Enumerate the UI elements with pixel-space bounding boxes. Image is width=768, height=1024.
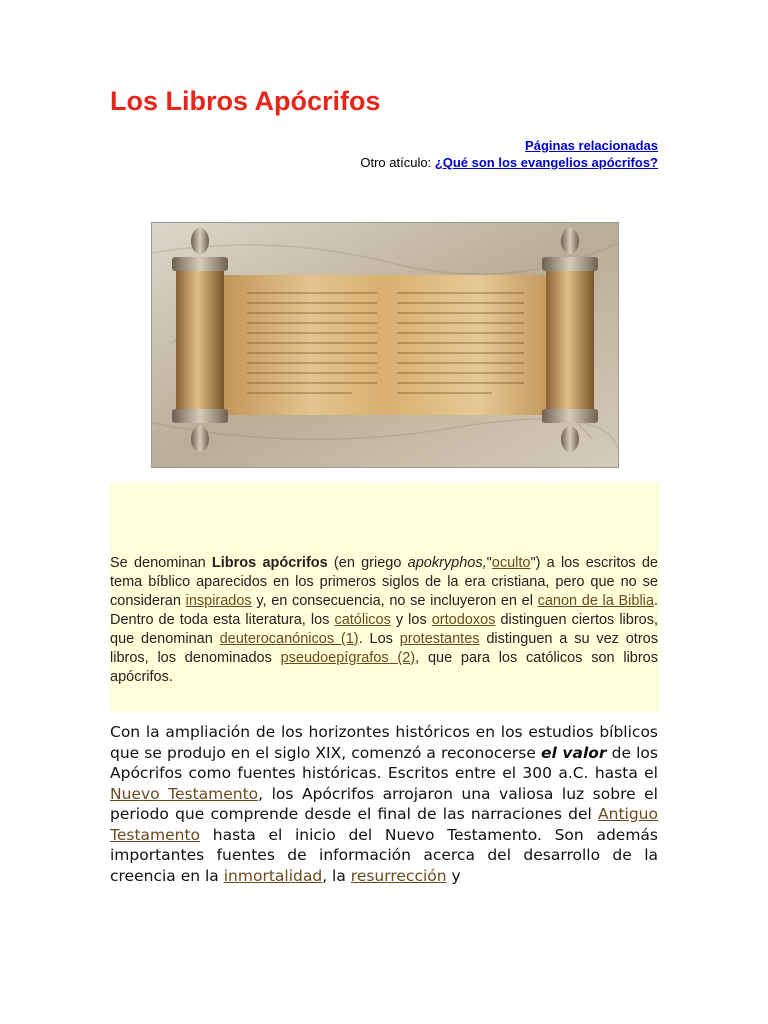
other-article-label: Otro atículo:	[360, 155, 435, 170]
intro-paragraph	[110, 554, 658, 687]
text: Con la ampliación de los horizontes históricos en los estudios bíblicos que se produjo en el siglo XIX, comenzó a reconocerse	[110, 723, 658, 762]
text: y, en consecuencia, no se incluyeron en el	[251, 593, 538, 609]
page-title: Los Libros Apócrifos	[110, 86, 381, 116]
apocryphal-gospels-link[interactable]: ¿Qué son los evangelios apócrifos?	[434, 155, 658, 170]
text: distinguen a su vez otros libros, los denominados	[110, 631, 658, 666]
text: de los Apócrifos como fuentes históricas. Escritos entre el 300 a.C. hasta el	[110, 743, 658, 782]
oculto-link[interactable]: oculto	[491, 555, 531, 571]
ortodoxos-link[interactable]: ortodoxos	[431, 612, 496, 628]
pseudoepigrafos-link[interactable]: pseudoepígrafos (2)	[280, 650, 416, 666]
greek-term: apokryphos,	[407, 555, 487, 571]
emphasis: el valor	[541, 743, 607, 762]
scroll-parchment	[200, 275, 570, 415]
text: y	[446, 866, 461, 885]
scroll-illustration	[152, 223, 618, 467]
text: "	[486, 555, 492, 571]
scroll-right-roller	[542, 228, 598, 452]
text: . Dentro de toda esta literatura, los	[110, 593, 658, 628]
nuevo-testamento-link[interactable]: Nuevo Testamento	[110, 784, 259, 803]
protestantes-link[interactable]: protestantes	[399, 631, 480, 647]
inspirados-link[interactable]: inspirados	[185, 593, 252, 609]
text: . Los	[358, 631, 400, 647]
text: distinguen ciertos libros, que denominan	[110, 612, 658, 647]
text: y los	[390, 612, 432, 628]
term-bold: Libros apócrifos	[211, 555, 328, 571]
text: ") a los escritos de tema bíblico aparecidos en los primeros siglos de la era cristiana, pero que no se consideran	[110, 555, 658, 609]
antiguo-testamento-link[interactable]: Antiguo Testamento	[110, 805, 658, 844]
related-pages-link[interactable]: Páginas relacionadas	[525, 138, 658, 153]
inmortalidad-link[interactable]: inmortalidad	[223, 866, 323, 885]
text: Se denominan	[110, 555, 212, 571]
scroll-image	[151, 222, 619, 468]
history-paragraph	[110, 722, 658, 886]
scroll-left-roller	[172, 228, 228, 452]
text: , la	[322, 866, 351, 885]
catolicos-link[interactable]: católicos	[334, 612, 391, 628]
deuterocanonicos-link[interactable]: deuterocanónicos (1)	[219, 631, 359, 647]
resurreccion-link[interactable]: resurrección	[350, 866, 447, 885]
canon-link[interactable]: canon de la Biblia	[537, 593, 654, 609]
text: , que para los católicos son libros apócrifos.	[110, 650, 658, 685]
text: , los Apócrifos arrojaron una valiosa luz sobre el periodo que comprende desde el final de las narraciones del	[110, 784, 658, 823]
related-links	[360, 137, 658, 171]
text: hasta el inicio del Nuevo Testamento. Son además importantes fuentes de información acerca del desarrollo de la creencia en la	[110, 825, 658, 885]
text: (en griego	[327, 555, 408, 571]
